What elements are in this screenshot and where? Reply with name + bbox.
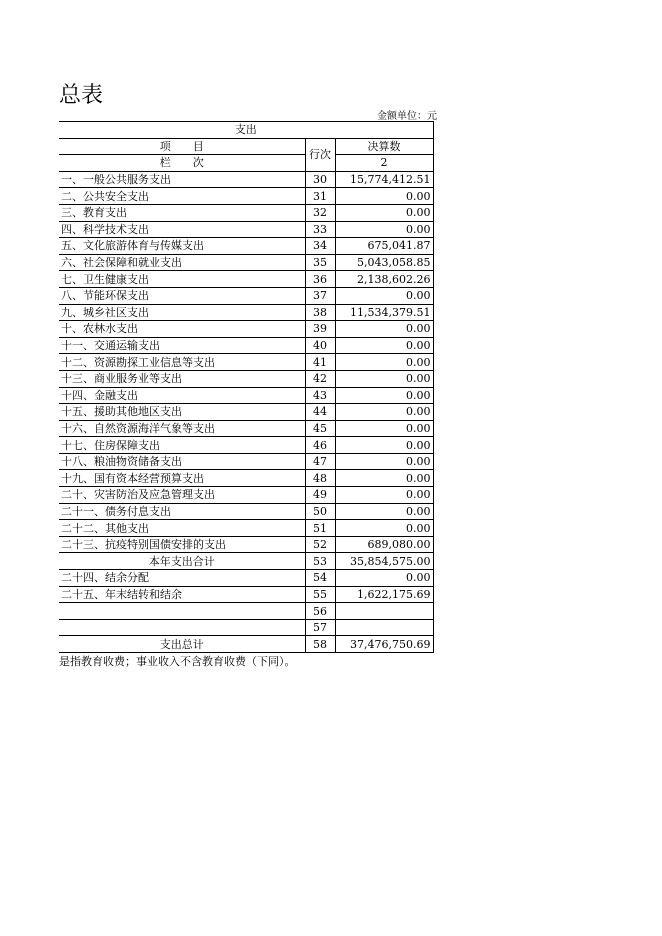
row-number: 58 xyxy=(305,636,335,653)
row-item-name: 八、节能环保支出 xyxy=(59,287,305,304)
header-row-col xyxy=(59,155,433,172)
row-item-name: 五、文化旅游体育与传媒支出 xyxy=(59,238,305,255)
row-number: 41 xyxy=(305,354,335,371)
table-row xyxy=(59,337,433,354)
row-amount: 0.00 xyxy=(335,287,433,304)
row-amount: 0.00 xyxy=(335,470,433,487)
row-item-name: 十六、自然资源海洋气象等支出 xyxy=(59,420,305,437)
row-item-name: 七、卫生健康支出 xyxy=(59,271,305,288)
row-number: 56 xyxy=(305,603,335,620)
table-row xyxy=(59,238,433,255)
header-row-no-label: 行次 xyxy=(305,138,335,171)
table-row xyxy=(59,586,433,603)
row-amount: 0.00 xyxy=(335,404,433,421)
table-row xyxy=(59,437,433,454)
table-row xyxy=(59,570,433,587)
row-amount: 0.00 xyxy=(335,204,433,221)
row-item-name: 二十、灾害防治及应急管理支出 xyxy=(59,487,305,504)
row-number: 48 xyxy=(305,470,335,487)
table-row xyxy=(59,603,433,620)
row-amount: 0.00 xyxy=(335,337,433,354)
row-amount: 0.00 xyxy=(335,221,433,238)
table-row xyxy=(59,453,433,470)
row-amount: 35,854,575.00 xyxy=(335,553,433,570)
table-row xyxy=(59,188,433,205)
table-row xyxy=(59,619,433,636)
row-item-name: 十九、国有资本经营预算支出 xyxy=(59,470,305,487)
row-number: 55 xyxy=(305,586,335,603)
row-item-name: 二十三、抗疫特别国债安排的支出 xyxy=(59,536,305,553)
row-number: 35 xyxy=(305,254,335,271)
row-number: 51 xyxy=(305,520,335,537)
row-item-name: 十三、商业服务业等支出 xyxy=(59,370,305,387)
row-number: 57 xyxy=(305,619,335,636)
table-row xyxy=(59,487,433,504)
row-number: 47 xyxy=(305,453,335,470)
row-amount: 0.00 xyxy=(335,570,433,587)
row-amount: 11,534,379.51 xyxy=(335,304,433,321)
row-number: 39 xyxy=(305,321,335,338)
row-amount: 0.00 xyxy=(335,188,433,205)
row-number: 34 xyxy=(305,238,335,255)
row-item-name: 十四、金融支出 xyxy=(59,387,305,404)
row-amount: 1,622,175.69 xyxy=(335,586,433,603)
row-number: 46 xyxy=(305,437,335,454)
table-row xyxy=(59,404,433,421)
row-item-name: 一、一般公共服务支出 xyxy=(59,171,305,188)
row-amount: 0.00 xyxy=(335,370,433,387)
row-amount: 0.00 xyxy=(335,387,433,404)
expenditure-table xyxy=(59,121,434,653)
row-number: 43 xyxy=(305,387,335,404)
row-item-name: 四、科学技术支出 xyxy=(59,221,305,238)
row-amount: 0.00 xyxy=(335,487,433,504)
row-amount: 0.00 xyxy=(335,453,433,470)
table-row xyxy=(59,271,433,288)
page-title: 总表 xyxy=(59,83,104,108)
row-amount: 5,043,058.85 xyxy=(335,254,433,271)
header-col-label: 栏 次 xyxy=(59,155,305,172)
header-amount-col: 2 xyxy=(335,155,433,172)
row-item-name: 二十四、结余分配 xyxy=(59,570,305,587)
table-row xyxy=(59,204,433,221)
table-row xyxy=(59,221,433,238)
table-row xyxy=(59,171,433,188)
header-item-label: 项 目 xyxy=(59,138,305,155)
row-number: 44 xyxy=(305,404,335,421)
row-number: 36 xyxy=(305,271,335,288)
row-number: 33 xyxy=(305,221,335,238)
row-item-name: 三、教育支出 xyxy=(59,204,305,221)
row-item-name: 二、公共安全支出 xyxy=(59,188,305,205)
row-amount: 2,138,602.26 xyxy=(335,271,433,288)
row-number: 49 xyxy=(305,487,335,504)
table-row xyxy=(59,553,433,570)
row-amount: 675,041.87 xyxy=(335,238,433,255)
table-row xyxy=(59,636,433,653)
row-item-name: 十、农林水支出 xyxy=(59,321,305,338)
table-row xyxy=(59,354,433,371)
table-row xyxy=(59,536,433,553)
row-amount: 0.00 xyxy=(335,354,433,371)
table-row xyxy=(59,520,433,537)
row-number: 32 xyxy=(305,204,335,221)
header-group-label: 支出 xyxy=(59,122,433,139)
row-number: 38 xyxy=(305,304,335,321)
table-row xyxy=(59,254,433,271)
row-amount: 689,080.00 xyxy=(335,536,433,553)
row-item-name: 二十五、年末结转和结余 xyxy=(59,586,305,603)
row-amount: 37,476,750.69 xyxy=(335,636,433,653)
row-amount: 15,774,412.51 xyxy=(335,171,433,188)
row-item-name: 本年支出合计 xyxy=(59,553,305,570)
row-item-name: 十七、住房保障支出 xyxy=(59,437,305,454)
row-item-name: 九、城乡社区支出 xyxy=(59,304,305,321)
row-item-name xyxy=(59,619,305,636)
row-item-name: 十二、资源勘探工业信息等支出 xyxy=(59,354,305,371)
row-amount xyxy=(335,619,433,636)
row-number: 40 xyxy=(305,337,335,354)
row-number: 31 xyxy=(305,188,335,205)
row-item-name: 二十二、其他支出 xyxy=(59,520,305,537)
row-amount: 0.00 xyxy=(335,321,433,338)
row-item-name: 十五、援助其他地区支出 xyxy=(59,404,305,421)
header-amount-label: 决算数 xyxy=(335,138,433,155)
table-row xyxy=(59,304,433,321)
row-number: 45 xyxy=(305,420,335,437)
row-number: 50 xyxy=(305,503,335,520)
table-body xyxy=(59,122,433,653)
amount-unit-label: 金额单位：元 xyxy=(377,111,437,122)
row-number: 52 xyxy=(305,536,335,553)
table-row xyxy=(59,503,433,520)
row-item-name: 二十一、债务付息支出 xyxy=(59,503,305,520)
row-item-name xyxy=(59,603,305,620)
table-row xyxy=(59,287,433,304)
row-item-name: 六、社会保障和就业支出 xyxy=(59,254,305,271)
row-amount xyxy=(335,603,433,620)
row-item-name: 十八、粮油物资储备支出 xyxy=(59,453,305,470)
table-row xyxy=(59,387,433,404)
row-amount: 0.00 xyxy=(335,503,433,520)
row-number: 54 xyxy=(305,570,335,587)
row-number: 30 xyxy=(305,171,335,188)
row-amount: 0.00 xyxy=(335,437,433,454)
row-amount: 0.00 xyxy=(335,420,433,437)
footnote: 是指教育收费；事业收入不含教育收费（下同）。 xyxy=(59,655,296,668)
table-row xyxy=(59,321,433,338)
table-row xyxy=(59,370,433,387)
header-row-group xyxy=(59,122,433,139)
row-number: 53 xyxy=(305,553,335,570)
row-number: 42 xyxy=(305,370,335,387)
row-item-name: 支出总计 xyxy=(59,636,305,653)
header-row-item xyxy=(59,138,433,155)
row-amount: 0.00 xyxy=(335,520,433,537)
row-number: 37 xyxy=(305,287,335,304)
table-row xyxy=(59,470,433,487)
table-row xyxy=(59,420,433,437)
row-item-name: 十一、交通运输支出 xyxy=(59,337,305,354)
